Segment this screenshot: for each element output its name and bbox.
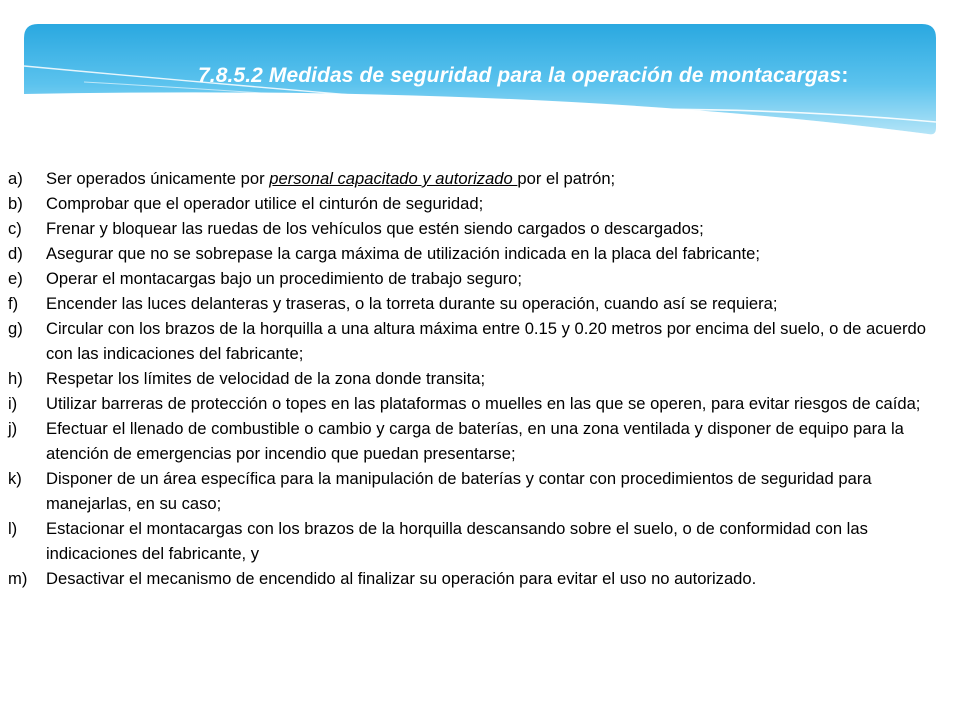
list-item: [8, 391, 952, 416]
list-item: [8, 191, 952, 216]
list-item-text: Comprobar que el operador utilice el cinturón de seguridad;: [46, 194, 484, 213]
list-item-text: Respetar los límites de velocidad de la zona donde transita;: [46, 369, 486, 388]
list-marker: k): [8, 469, 22, 488]
list-item: [8, 466, 952, 516]
list-item-text: Asegurar que no se sobrepase la carga máxima de utilización indicada en la placa del fabricante;: [46, 244, 760, 263]
list-item-text: Efectuar el llenado de combustible o cambio y carga de baterías, en una zona ventilada y disponer de equipo para la atención de emergencias por incendio que puedan presentarse;: [46, 419, 904, 463]
list-item: [8, 366, 952, 391]
list-marker: f): [8, 294, 19, 313]
list-marker: c): [8, 219, 22, 238]
title-banner: [24, 24, 936, 160]
list-item: [8, 266, 952, 291]
list-marker: b): [8, 194, 23, 213]
list-item-text: Frenar y bloquear las ruedas de los vehículos que estén siendo cargados o descargados;: [46, 219, 704, 238]
list-marker: m): [8, 569, 28, 588]
banner-shape: [24, 24, 936, 160]
list-item: [8, 216, 952, 241]
list-item-text: Estacionar el montacargas con los brazos de la horquilla descansando sobre el suelo, o de conformidad con las indicaciones del fabricante, y: [46, 519, 868, 563]
list-item: [8, 241, 952, 266]
page-title: [198, 64, 958, 88]
list-marker: i): [8, 394, 18, 413]
list-item-text: Encender las luces delanteras y traseras, o la torreta durante su operación, cuando así se requiera;: [46, 294, 778, 313]
list-item-text-end: por el patrón;: [517, 169, 616, 188]
underlined-phrase: personal capacitado y autorizado: [269, 169, 518, 188]
list-item: [8, 291, 952, 316]
list-marker: a): [8, 169, 23, 188]
list-item: [8, 416, 952, 466]
list-item-text-start: Ser operados únicamente por: [46, 169, 270, 188]
list-item-text: Operar el montacargas bajo un procedimiento de trabajo seguro;: [46, 269, 522, 288]
page-title-suffix: :: [841, 64, 849, 87]
list-item-text: Circular con los brazos de la horquilla a una altura máxima entre 0.15 y 0.20 metros por encima del suelo, o de acuerdo con las indicaciones del fabricante;: [46, 319, 926, 363]
list-item-text: Desactivar el mecanismo de encendido al finalizar su operación para evitar el uso no autorizado.: [46, 569, 757, 588]
list-item: [8, 566, 952, 591]
list-item: [8, 166, 952, 191]
list-marker: j): [8, 419, 18, 438]
list-marker: l): [8, 519, 18, 538]
list-item-text: [46, 166, 952, 191]
list-item: [8, 516, 952, 566]
list-marker: g): [8, 319, 23, 338]
safety-measures-list: [8, 166, 952, 591]
list-item-text: Disponer de un área específica para la manipulación de baterías y contar con procedimientos de seguridad para manejarlas, en su caso;: [46, 469, 872, 513]
list-marker: d): [8, 244, 23, 263]
page-title-text: 7.8.5.2 Medidas de seguridad para la operación de montacargas: [198, 64, 842, 87]
list-marker: h): [8, 369, 23, 388]
list-item: [8, 316, 952, 366]
list-marker: e): [8, 269, 23, 288]
list-item-text: Utilizar barreras de protección o topes en las plataformas o muelles en las que se operen, para evitar riesgos de caída;: [46, 394, 921, 413]
